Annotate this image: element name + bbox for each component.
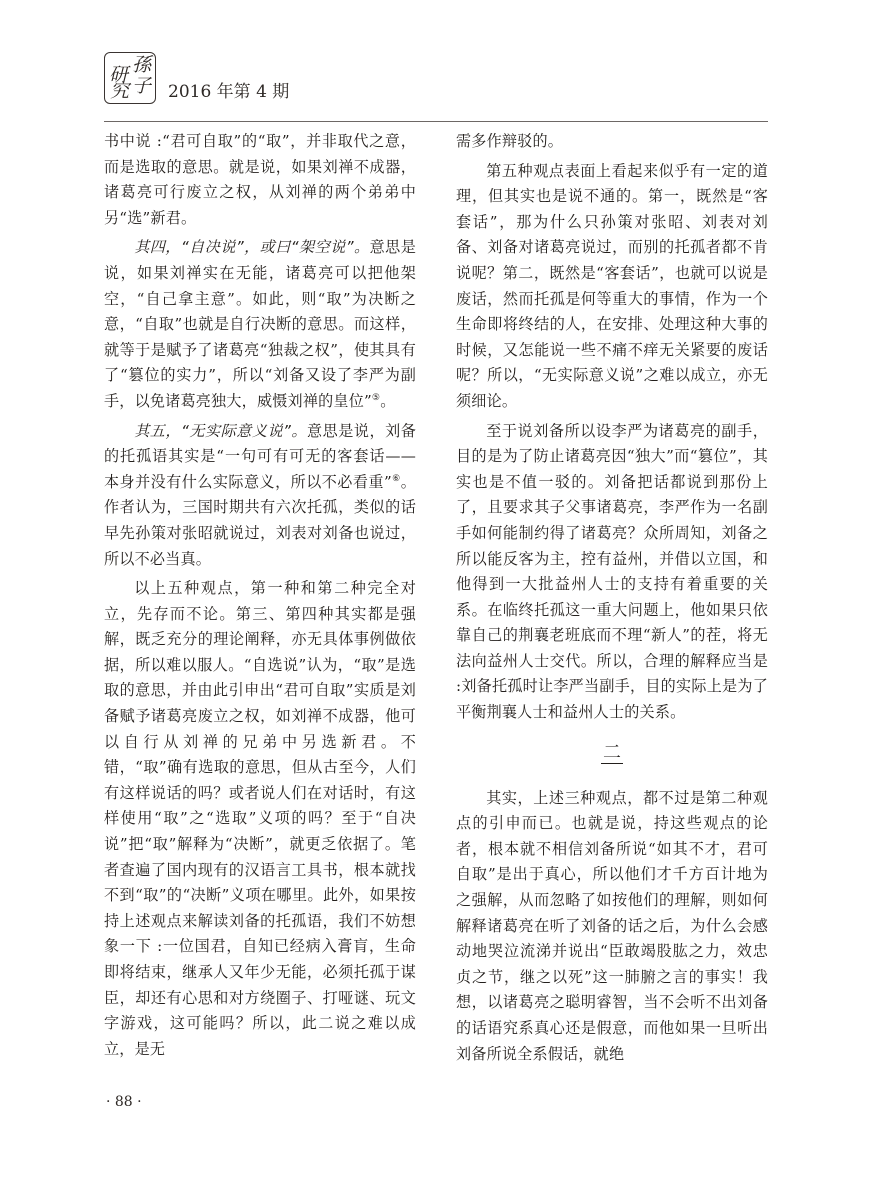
logo-char: 孫 <box>132 54 152 76</box>
header-rule <box>104 121 768 122</box>
page-header <box>104 52 289 104</box>
issue-label: 2016 年第 4 期 <box>168 82 290 102</box>
logo-char: 子 <box>132 75 152 97</box>
journal-logo <box>104 52 156 104</box>
paragraph-lead: 其四，“自决说”，或曰“架空说”。 <box>134 238 370 257</box>
paragraph: 第五种观点表面上看起来似乎有一定的道理，但其实也是说不通的。第一，既然是“客套话”，那为什么只孙策对张昭、刘表对刘备、刘备对诸葛亮说过，而别的托孤者都不肯说呢？第二，既然是“客套话”，也就可以说是废话，然而托孤是何等重大的事情，作为一个生命即将终结的人，在安排、处理这种大事的时候，又怎能说一些不痛不痒无关紧要的废话呢？所以，“无实际意义说”之难以成立，亦无须细论。 <box>456 161 768 410</box>
paragraph: 其实，上述三种观点，都不过是第二种观点的引申而已。也就是说，持这些观点的论者，根本就不相信刘备所说“如其不才，君可自取”是出于真心，所以他们才千方百计地为之强解，从而忽略了如按他们的理解，则如何解释诸葛亮在听了刘备的话之后，为什么会感动地哭泣流涕并说出“臣敢竭股肱之力，效忠贞之节，继之以死”这一肺腑之言的事实！我想，以诸葛亮之聪明睿智，当不会听不出刘备的话语究系真心还是假意，而他如果一旦听出刘备所说全系假话，就绝 <box>456 788 768 1063</box>
section-heading: 二 <box>603 741 621 763</box>
footnote-ref: ⑥ <box>391 473 401 484</box>
paragraph: 以上五种观点，第一种和第二种完全对立，先存而不论。第三、第四种其实都是强解，既乏充分的理论阐释，亦无具体事例做依据，所以难以服人。“自选说”认为，“取”是选取的意思，并由此引申出“君可自取”实质是刘备赋予诸葛亮废立之权，如刘禅不成器，他可以自行从刘禅的兄弟中另选新君。不错，“取”确有选取的意思，但从古至今，人们有这样说话的吗？或者说人们在对话时，有这样使用“取”之“选取”义项的吗？至于“自决说”把“取”解释为“决断”，就更乏依据了。笔者查遍了国内现有的汉语言工具书，根本就找不到“取”的“决断”义项在哪里。此外，如果按持上述观点来解读刘备的托孤语，我们不妨想象一下 :一位国君，自知已经病入膏肓，生命即将结束，继承人又年少无能，必须托孤于谋臣，却还有心思和对方绕圈子、打哑谜、玩文字游戏，这可能吗？所以，此二说之难以成立，是无 <box>104 579 416 1058</box>
paragraph-lead: 其五，“无实际意义说”。 <box>134 421 308 440</box>
logo-char: 究 <box>110 80 130 102</box>
paragraph: 需多作辩驳的。 <box>456 132 564 150</box>
right-column <box>456 129 768 1067</box>
paragraph: 至于说刘备所以设李严为诸葛亮的副手，目的是为了防止诸葛亮因“独大”而“篡位”，其实也是不值一驳的。刘备把话都说到那份上了，且要求其子父事诸葛亮，李严作为一名副手如何能制约得了诸葛亮？众所周知，刘备之所以能反客为主，控有益州，并借以立国，和他得到一大批益州人士的支持有着重要的关系。在临终托孤这一重大问题上，他如果只依靠自己的荆襄老班底而不理“新人”的茬，将无法向益州人士交代。所以，合理的解释应当是 :刘备托孤时让李严当副手，目的实际上是为了平衡荆襄人士和益州人士的关系。 <box>456 421 768 722</box>
left-column <box>104 129 416 1062</box>
logo-char: 研 <box>109 64 129 86</box>
paragraph: 其四，“自决说”，或曰“架空说”。意思是说，如果刘禅实在无能，诸葛亮可以把他架空，“自己拿主意”。如此，则“取”为决断之意，“自取”也就是自行决断的意思。而这样，就等于是赋予了诸葛亮“独裁之权”，使其具有了“篡位的实力”，所以“刘备又设了李严为副手，以免诸葛亮独大，威慑刘禅的皇位”⑤。 <box>104 238 416 410</box>
paragraph: 其五，“无实际意义说”。意思是说，刘备的托孤语其实是“一句可有可无的客套话——本身并没有什么实际意义，所以不必看重”⑥。作者认为，三国时期共有六次托孤，类似的话早先孙策对张昭就说过，刘表对刘备也说过，所以不必当真。 <box>104 421 416 568</box>
footnote-ref: ⑤ <box>371 392 381 403</box>
paragraph: 书中说 :“君可自取”的“取”，并非取代之意，而是选取的意思。就是说，如果刘禅不成器，诸葛亮可行废立之权，从刘禅的两个弟弟中另“选”新君。 <box>104 132 416 227</box>
page-number: · 88 · <box>106 1094 142 1110</box>
